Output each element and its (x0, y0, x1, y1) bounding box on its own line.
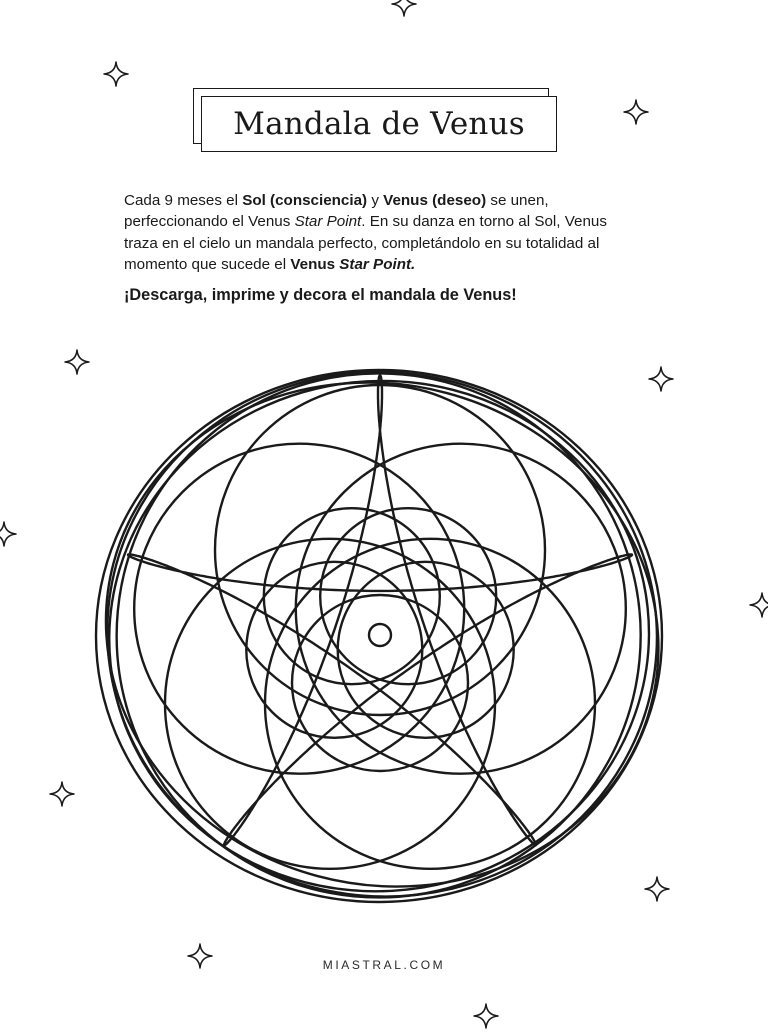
intro-text-3: se unen, perfeccionando el Venus (124, 192, 549, 231)
mandala-inner-ring (292, 595, 468, 771)
sparkle-star-icon (473, 1003, 499, 1029)
mandala-inner-ring (264, 508, 440, 684)
sparkle-star-icon (49, 781, 75, 807)
mandala-inner-ring (338, 562, 514, 738)
page-title: Mandala de Venus (201, 96, 557, 152)
mandala-inner-ring (320, 508, 496, 684)
call-to-action: ¡Descarga, imprime y decora el mandala de Venus! (124, 286, 517, 304)
mandala-petal-curve (128, 375, 632, 845)
mandala-outer-ring (75, 339, 689, 930)
intro-star-point-2: Star Point. (339, 255, 416, 273)
sparkle-star-icon (391, 0, 417, 17)
intro-text-1: Cada 9 meses el (124, 192, 243, 209)
mandala-ring (134, 444, 464, 774)
intro-text-2: y (367, 192, 384, 209)
mandala-inner-ring (246, 562, 422, 738)
sparkle-star-icon (103, 61, 129, 87)
mandala-center (369, 624, 391, 646)
sparkle-star-icon (749, 592, 768, 618)
intro-venus: Venus (deseo) (383, 192, 487, 209)
sparkle-star-icon (64, 349, 90, 375)
mandala-ring (296, 444, 626, 774)
intro-text-4: . En su danza en torno al Sol, Venus traza en el cielo un mandala perfecto, completándolo en su totalidad al momento que sucede el (124, 213, 607, 273)
intro-sol: Sol (consciencia) (242, 192, 368, 209)
footer-site: MIASTRAL.COM (322, 958, 446, 972)
sparkle-star-icon (644, 876, 670, 902)
sparkle-star-icon (648, 366, 674, 392)
sparkle-star-icon (623, 99, 649, 125)
intro-venus-2: Venus (290, 255, 340, 273)
sparkle-star-icon (0, 521, 17, 547)
intro-star-point: Star Point (294, 213, 362, 231)
